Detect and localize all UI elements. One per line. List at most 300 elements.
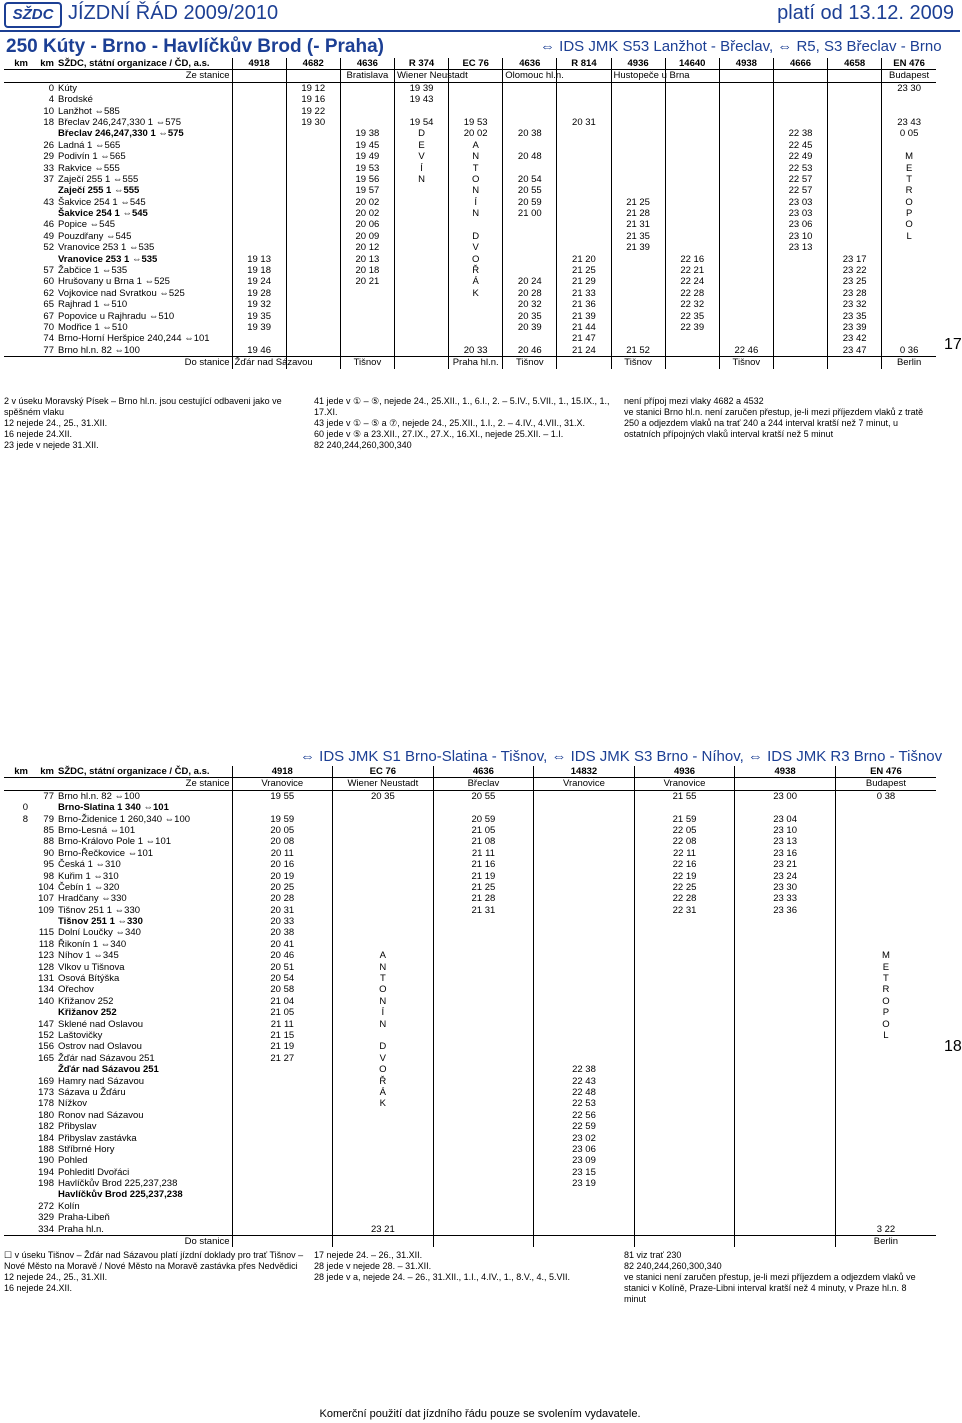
timetable-row bbox=[4, 140, 936, 151]
departure-time: 23 25 bbox=[828, 276, 882, 287]
station-name: Tišnov 251 1 ⇔330 bbox=[58, 904, 141, 916]
departure-time bbox=[773, 94, 827, 105]
departure-time: 20 25 bbox=[232, 882, 333, 893]
train-number: EN 476 bbox=[835, 766, 936, 778]
destination-station: Tišnov bbox=[340, 357, 394, 369]
departure-time: 20 46 bbox=[232, 950, 333, 961]
km-empty bbox=[4, 311, 30, 322]
departure-time bbox=[394, 242, 448, 253]
departure-time bbox=[557, 197, 611, 208]
station-name: Vranovice 253 1 ⇔535 bbox=[58, 242, 155, 254]
departure-time bbox=[773, 265, 827, 276]
departure-time: N bbox=[394, 174, 448, 185]
departure-time bbox=[634, 802, 735, 813]
km-value: 182 bbox=[38, 1121, 54, 1133]
departure-time: 21 39 bbox=[611, 242, 665, 253]
document-title: JÍZDNÍ ŘÁD 2009/2010 bbox=[68, 2, 279, 24]
departure-time bbox=[433, 1053, 534, 1064]
km-value bbox=[4, 1076, 30, 1087]
departure-time bbox=[557, 174, 611, 185]
train-number: 4666 bbox=[773, 58, 827, 70]
departure-time bbox=[735, 939, 836, 950]
station-name: Brno-Řečkovice ⇔101 bbox=[58, 847, 154, 859]
departure-time bbox=[665, 242, 719, 253]
departure-time bbox=[835, 1212, 936, 1223]
departure-time bbox=[433, 984, 534, 995]
departure-time: 21 33 bbox=[557, 288, 611, 299]
departure-time bbox=[449, 219, 503, 230]
departure-time: 23 32 bbox=[828, 299, 882, 310]
destination-station bbox=[534, 1236, 635, 1248]
departure-time bbox=[534, 1212, 635, 1223]
timetable-row bbox=[4, 311, 936, 322]
departure-time bbox=[534, 905, 635, 916]
station-name: Břeclav 246,247,330 1 ⇔575 bbox=[58, 128, 184, 140]
departure-time bbox=[735, 1201, 836, 1212]
departure-time bbox=[665, 333, 719, 344]
departure-time bbox=[394, 288, 448, 299]
departure-time bbox=[634, 1178, 735, 1189]
km-value bbox=[4, 1098, 30, 1109]
departure-time bbox=[735, 1030, 836, 1041]
departure-time bbox=[828, 219, 882, 230]
departure-time bbox=[286, 140, 340, 151]
departure-time bbox=[611, 322, 665, 333]
departure-time bbox=[534, 950, 635, 961]
km-value bbox=[4, 973, 30, 984]
km-cell bbox=[4, 357, 30, 369]
km-empty bbox=[4, 231, 30, 242]
departure-time bbox=[449, 106, 503, 117]
timetable-row bbox=[4, 950, 936, 961]
departure-time: 19 55 bbox=[232, 790, 333, 802]
departure-time bbox=[835, 1064, 936, 1075]
km-value bbox=[4, 859, 30, 870]
station-name: Zaječí 255 1 ⇔555 bbox=[58, 173, 139, 185]
departure-time bbox=[534, 893, 635, 904]
departure-time bbox=[449, 311, 503, 322]
station-name: Podivín 1 ⇔565 bbox=[58, 151, 126, 163]
footnote: ve stanici není zaručen přestup, je-li mezi příjezdem a odjezdem vlaků ve stanici v Kolíně, Praze-Libni interval kratší než 4 minuty, v Praze hl.n. 8 minut bbox=[624, 1272, 916, 1304]
departure-time: 23 35 bbox=[828, 311, 882, 322]
departure-time: 19 30 bbox=[286, 117, 340, 128]
departure-time bbox=[835, 871, 936, 882]
destination-station bbox=[433, 1236, 534, 1248]
departure-time: 19 12 bbox=[286, 82, 340, 94]
departure-time: 20 55 bbox=[433, 790, 534, 802]
departure-time bbox=[557, 185, 611, 196]
departure-time bbox=[286, 345, 340, 357]
departure-time bbox=[735, 1007, 836, 1018]
km-empty bbox=[4, 197, 30, 208]
km-value: 180 bbox=[38, 1109, 54, 1121]
departure-time bbox=[773, 345, 827, 357]
page-number-17: 17 bbox=[944, 336, 962, 353]
departure-time bbox=[534, 790, 635, 802]
departure-time bbox=[433, 1064, 534, 1075]
timetable-row bbox=[4, 790, 936, 802]
departure-time: 21 28 bbox=[611, 208, 665, 219]
departure-time bbox=[835, 1087, 936, 1098]
km-empty bbox=[4, 345, 30, 357]
departure-time: 20 18 bbox=[340, 265, 394, 276]
departure-time bbox=[611, 151, 665, 162]
departure-time bbox=[232, 1144, 333, 1155]
departure-time bbox=[665, 185, 719, 196]
destination-station bbox=[232, 1236, 333, 1248]
timetable-row bbox=[4, 802, 936, 813]
train-number: 4636 bbox=[503, 58, 557, 70]
km-cell bbox=[30, 778, 56, 790]
origin-station: Vranovice bbox=[534, 778, 635, 790]
timetable-row bbox=[4, 905, 936, 916]
departure-time: 22 05 bbox=[634, 825, 735, 836]
departure-time: M bbox=[835, 950, 936, 961]
departure-time: E bbox=[394, 140, 448, 151]
departure-time bbox=[665, 106, 719, 117]
station-name: Praha-Libeň bbox=[58, 1212, 110, 1224]
train-number-row bbox=[4, 58, 936, 70]
departure-time: 19 22 bbox=[286, 106, 340, 117]
timetable-row bbox=[4, 1076, 936, 1087]
km-value: 52 bbox=[43, 242, 54, 254]
departure-time bbox=[665, 82, 719, 94]
timetable-row bbox=[4, 893, 936, 904]
validity-date: platí od 13.12. 2009 bbox=[777, 2, 954, 24]
departure-time bbox=[882, 299, 936, 310]
departure-time: 21 16 bbox=[433, 859, 534, 870]
departure-time bbox=[634, 1224, 735, 1236]
destination-station: Tišnov bbox=[611, 357, 665, 369]
departure-time bbox=[719, 254, 773, 265]
departure-time: V bbox=[449, 242, 503, 253]
departure-time bbox=[232, 197, 286, 208]
departure-time: 19 53 bbox=[340, 163, 394, 174]
departure-time bbox=[828, 197, 882, 208]
km-value: 33 bbox=[43, 162, 54, 174]
km-empty bbox=[4, 117, 30, 128]
departure-time bbox=[835, 916, 936, 927]
station-name: Rajhrad 1 ⇔510 bbox=[58, 299, 128, 311]
departure-time bbox=[433, 1201, 534, 1212]
train-number: 14640 bbox=[665, 58, 719, 70]
departure-time: 22 53 bbox=[534, 1098, 635, 1109]
departure-time bbox=[634, 916, 735, 927]
timetable-row bbox=[4, 1041, 936, 1052]
station-name: Stříbrné Hory bbox=[58, 1143, 115, 1155]
departure-time bbox=[665, 140, 719, 151]
departure-time bbox=[449, 94, 503, 105]
departure-time: 22 43 bbox=[534, 1076, 635, 1087]
km-value: 43 bbox=[43, 196, 54, 208]
departure-time: 20 41 bbox=[232, 939, 333, 950]
km-value: 98 bbox=[43, 870, 54, 882]
departure-time bbox=[333, 1155, 434, 1166]
departure-time bbox=[503, 94, 557, 105]
departure-time: 22 08 bbox=[634, 836, 735, 847]
departure-time: 20 02 bbox=[340, 197, 394, 208]
departure-time bbox=[232, 242, 286, 253]
timetable-row bbox=[4, 1087, 936, 1098]
train-number: R 374 bbox=[394, 58, 448, 70]
departure-time bbox=[835, 859, 936, 870]
departure-time: Í bbox=[394, 163, 448, 174]
departure-time: 21 25 bbox=[557, 265, 611, 276]
timetable-row bbox=[4, 871, 936, 882]
km-value: 156 bbox=[38, 1041, 54, 1053]
timetable-row bbox=[4, 94, 936, 105]
departure-time bbox=[433, 1030, 534, 1041]
departure-time bbox=[232, 333, 286, 344]
departure-time: 20 12 bbox=[340, 242, 394, 253]
departure-time bbox=[835, 1110, 936, 1121]
departure-time: 23 21 bbox=[735, 859, 836, 870]
departure-time: 22 28 bbox=[634, 893, 735, 904]
timetable-row bbox=[4, 1064, 936, 1075]
departure-time: A bbox=[333, 950, 434, 961]
departure-time bbox=[433, 973, 534, 984]
departure-time bbox=[735, 996, 836, 1007]
departure-time: 22 16 bbox=[634, 859, 735, 870]
departure-time bbox=[719, 208, 773, 219]
departure-time: O bbox=[882, 219, 936, 230]
timetable-row bbox=[4, 128, 936, 139]
departure-time: 23 24 bbox=[735, 871, 836, 882]
departure-time bbox=[534, 1019, 635, 1030]
origin-station bbox=[719, 70, 773, 82]
timetable-row bbox=[4, 1110, 936, 1121]
timetable-row bbox=[4, 265, 936, 276]
timetable-row bbox=[4, 825, 936, 836]
km-value bbox=[4, 893, 30, 904]
departure-time bbox=[634, 950, 735, 961]
km-value bbox=[4, 1167, 30, 1178]
departure-time bbox=[719, 299, 773, 310]
km-value bbox=[4, 1064, 30, 1075]
departure-time bbox=[232, 1189, 333, 1200]
km-value: 134 bbox=[38, 984, 54, 996]
departure-time: E bbox=[835, 962, 936, 973]
departure-time: 21 00 bbox=[503, 208, 557, 219]
departure-time bbox=[719, 94, 773, 105]
departure-time: 19 39 bbox=[232, 322, 286, 333]
station-name: Křižanov 252 bbox=[58, 995, 114, 1007]
departure-time bbox=[534, 916, 635, 927]
km-value: 115 bbox=[38, 927, 54, 939]
departure-time bbox=[433, 1007, 534, 1018]
departure-time bbox=[534, 836, 635, 847]
departure-time bbox=[433, 927, 534, 938]
destination-station: Tišnov bbox=[719, 357, 773, 369]
station-name: Brno-Židenice 1 260,340 ⇔100 bbox=[58, 813, 191, 825]
station-name: Kuřim 1 ⇔310 bbox=[58, 870, 119, 882]
departure-time bbox=[286, 231, 340, 242]
departure-time bbox=[611, 265, 665, 276]
km-value bbox=[4, 1030, 30, 1041]
departure-time bbox=[735, 1076, 836, 1087]
departure-time bbox=[773, 254, 827, 265]
departure-time bbox=[665, 94, 719, 105]
departure-time: 19 53 bbox=[449, 117, 503, 128]
departure-time: 20 02 bbox=[340, 208, 394, 219]
departure-time bbox=[433, 1121, 534, 1132]
departure-time bbox=[719, 197, 773, 208]
departure-time: O bbox=[333, 984, 434, 995]
departure-time bbox=[394, 197, 448, 208]
departure-time bbox=[433, 1019, 534, 1030]
departure-time bbox=[828, 242, 882, 253]
departure-time bbox=[333, 1167, 434, 1178]
departure-time bbox=[286, 299, 340, 310]
km-value: 104 bbox=[38, 881, 54, 893]
train-number-row bbox=[4, 766, 936, 778]
departure-time: Í bbox=[333, 1007, 434, 1018]
departure-time: 22 32 bbox=[665, 299, 719, 310]
departure-time bbox=[333, 1030, 434, 1041]
departure-time: 3 22 bbox=[835, 1224, 936, 1236]
timetable-row bbox=[4, 1178, 936, 1189]
station-name: Ořechov bbox=[58, 984, 94, 996]
departure-time: 20 21 bbox=[340, 276, 394, 287]
departure-time bbox=[611, 299, 665, 310]
departure-time bbox=[433, 1110, 534, 1121]
departure-time: 21 29 bbox=[557, 276, 611, 287]
departure-time bbox=[634, 939, 735, 950]
train-number: 4682 bbox=[286, 58, 340, 70]
footnote: ve stanici Brno hl.n. není zaručen přestup, je-li mezi příjezdem vlaků z tratě 250 a odjezdem vlaků na trať 240 a 244 interval kratší než 7 minut, u ostatních přípojných vlaků interval kratší než 5 minut bbox=[624, 407, 924, 439]
departure-time: 21 27 bbox=[232, 1053, 333, 1064]
train-number: 4636 bbox=[340, 58, 394, 70]
departure-time bbox=[333, 814, 434, 825]
km-value bbox=[4, 927, 30, 938]
km-value: 57 bbox=[43, 265, 54, 277]
timetable-row bbox=[4, 1030, 936, 1041]
departure-time: 19 32 bbox=[232, 299, 286, 310]
departure-time: 23 39 bbox=[828, 322, 882, 333]
departure-time bbox=[828, 94, 882, 105]
km-cell bbox=[30, 1236, 56, 1248]
km-value: 26 bbox=[43, 139, 54, 151]
timetable-row bbox=[4, 151, 936, 162]
departure-time bbox=[882, 333, 936, 344]
departure-time bbox=[835, 1041, 936, 1052]
departure-time bbox=[286, 242, 340, 253]
km-value bbox=[4, 1212, 30, 1223]
timetable-row bbox=[4, 288, 936, 299]
departure-time bbox=[634, 1167, 735, 1178]
timetable-row bbox=[4, 1212, 936, 1223]
km-value: 37 bbox=[43, 173, 54, 185]
departure-time bbox=[719, 151, 773, 162]
departure-time bbox=[557, 128, 611, 139]
departure-time bbox=[719, 288, 773, 299]
departure-time: 23 15 bbox=[534, 1167, 635, 1178]
departure-time bbox=[286, 254, 340, 265]
departure-time bbox=[433, 1087, 534, 1098]
departure-time bbox=[534, 1030, 635, 1041]
departure-time bbox=[735, 973, 836, 984]
departure-time: 23 30 bbox=[735, 882, 836, 893]
departure-time: 21 20 bbox=[557, 254, 611, 265]
departure-time bbox=[773, 311, 827, 322]
departure-time bbox=[828, 163, 882, 174]
km-value: 198 bbox=[38, 1178, 54, 1190]
station-name: Hrušovany u Brna 1 ⇔525 bbox=[58, 276, 170, 288]
km-header: km bbox=[30, 58, 56, 70]
departure-time bbox=[828, 151, 882, 162]
timetable-row bbox=[4, 197, 936, 208]
km-empty bbox=[4, 140, 30, 151]
departure-time bbox=[735, 1098, 836, 1109]
km-value: 131 bbox=[38, 973, 54, 985]
departure-time bbox=[611, 128, 665, 139]
departure-time bbox=[433, 1167, 534, 1178]
km-value bbox=[4, 984, 30, 995]
departure-time: 23 09 bbox=[534, 1155, 635, 1166]
departure-time bbox=[634, 1144, 735, 1155]
departure-time: 22 57 bbox=[773, 174, 827, 185]
station-name: Laštovičky bbox=[58, 1029, 103, 1041]
departure-time: 20 55 bbox=[503, 185, 557, 196]
departure-time bbox=[394, 311, 448, 322]
departure-time: 19 28 bbox=[232, 288, 286, 299]
train-number: 4918 bbox=[232, 58, 286, 70]
departure-time bbox=[634, 1019, 735, 1030]
departure-time: O bbox=[835, 996, 936, 1007]
departure-time bbox=[557, 140, 611, 151]
timetable-row bbox=[4, 1007, 936, 1018]
departure-time bbox=[503, 242, 557, 253]
departure-time bbox=[232, 1064, 333, 1075]
departure-time bbox=[835, 802, 936, 813]
station-name: Brno-Horní Heršpice 240,244 ⇔101 bbox=[58, 333, 210, 345]
departure-time: 19 13 bbox=[232, 254, 286, 265]
station-name: Rakvice ⇔555 bbox=[58, 162, 120, 174]
notes-column bbox=[4, 396, 304, 451]
departure-time bbox=[534, 882, 635, 893]
departure-time: 21 59 bbox=[634, 814, 735, 825]
origin-station: Břeclav bbox=[433, 778, 534, 790]
departure-time: P bbox=[835, 1007, 936, 1018]
departure-time: 22 28 bbox=[665, 288, 719, 299]
departure-time bbox=[340, 288, 394, 299]
km-value: 109 bbox=[38, 904, 54, 916]
footnote: 43 jede v ① – ⑤ a ⑦, nejede 24., 25.XII., 1.I., 2. – 4.IV., 4.VII., 31.X. bbox=[314, 418, 586, 428]
departure-time: 22 57 bbox=[773, 185, 827, 196]
km-value: 169 bbox=[38, 1075, 54, 1087]
departure-time: 21 19 bbox=[232, 1041, 333, 1052]
timetable-row bbox=[4, 1053, 936, 1064]
departure-time bbox=[634, 1064, 735, 1075]
departure-time bbox=[665, 219, 719, 230]
departure-time bbox=[835, 882, 936, 893]
km-value bbox=[4, 848, 30, 859]
departure-time bbox=[534, 927, 635, 938]
departure-time bbox=[835, 1144, 936, 1155]
departure-time: 23 02 bbox=[534, 1133, 635, 1144]
origin-station: Budapest bbox=[882, 70, 936, 82]
ids-note-1: ⇔ IDS JMK S53 Lanžhot - Břeclav, ⇔ R5, S3 Břeclav - Brno bbox=[540, 38, 942, 55]
departure-time: T bbox=[882, 174, 936, 185]
timetable-row bbox=[4, 333, 936, 344]
departure-time: 20 51 bbox=[232, 962, 333, 973]
timetable-row bbox=[4, 916, 936, 927]
departure-time bbox=[394, 254, 448, 265]
departure-time bbox=[433, 1224, 534, 1236]
departure-time: 23 13 bbox=[773, 242, 827, 253]
departure-time bbox=[557, 82, 611, 94]
departure-time bbox=[433, 1144, 534, 1155]
